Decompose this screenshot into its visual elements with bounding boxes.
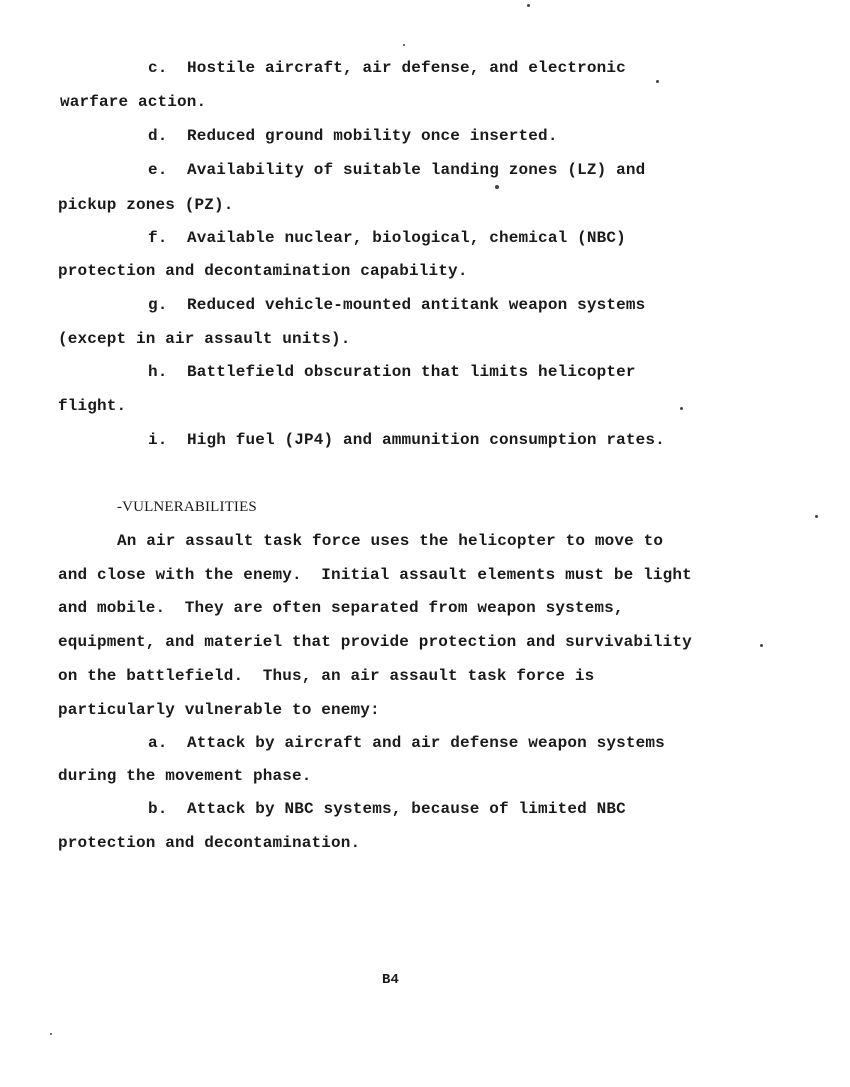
- scan-speck: [815, 515, 818, 518]
- list-item-d: d. Reduced ground mobility once inserted.: [148, 127, 558, 145]
- scan-speck: [495, 185, 499, 189]
- list-item-h: h. Battlefield obscuration that limits helicopter: [148, 363, 636, 381]
- paragraph-line: An air assault task force uses the helicopter to move to: [117, 532, 664, 550]
- paragraph-line: and close with the enemy. Initial assault elements must be light: [58, 566, 692, 584]
- list-item-f: f. Available nuclear, biological, chemical (NBC): [148, 229, 626, 247]
- scan-speck: [527, 4, 530, 7]
- list-item-a-cont: during the movement phase.: [58, 767, 312, 785]
- list-item-c-cont: warfare action.: [60, 93, 207, 111]
- scan-speck: [50, 1033, 52, 1035]
- scan-speck: [403, 44, 405, 46]
- paragraph-line: on the battlefield. Thus, an air assault task force is: [58, 667, 595, 685]
- list-item-b-cont: protection and decontamination.: [58, 834, 361, 852]
- section-heading: -VULNERABILITIES: [117, 499, 257, 515]
- scan-speck: [656, 80, 659, 83]
- page-number: B4: [382, 972, 400, 988]
- list-item-a: a. Attack by aircraft and air defense weapon systems: [148, 734, 665, 752]
- list-item-i: i. High fuel (JP4) and ammunition consumption rates.: [148, 431, 665, 449]
- list-item-h-cont: flight.: [58, 397, 127, 415]
- list-item-g-cont: (except in air assault units).: [58, 330, 351, 348]
- paragraph-line: particularly vulnerable to enemy:: [58, 701, 380, 719]
- list-item-b: b. Attack by NBC systems, because of limited NBC: [148, 800, 626, 818]
- list-item-e-cont: pickup zones (PZ).: [58, 196, 234, 214]
- paragraph-line: equipment, and materiel that provide protection and survivability: [58, 633, 692, 651]
- list-item-c: c. Hostile aircraft, air defense, and electronic: [148, 59, 626, 77]
- scan-speck: [760, 644, 763, 647]
- list-item-g: g. Reduced vehicle-mounted antitank weapon systems: [148, 296, 646, 314]
- list-item-f-cont: protection and decontamination capability.: [58, 262, 468, 280]
- list-item-e: e. Availability of suitable landing zones (LZ) and: [148, 161, 646, 179]
- paragraph-line: and mobile. They are often separated from weapon systems,: [58, 599, 624, 617]
- scan-speck: [680, 407, 683, 410]
